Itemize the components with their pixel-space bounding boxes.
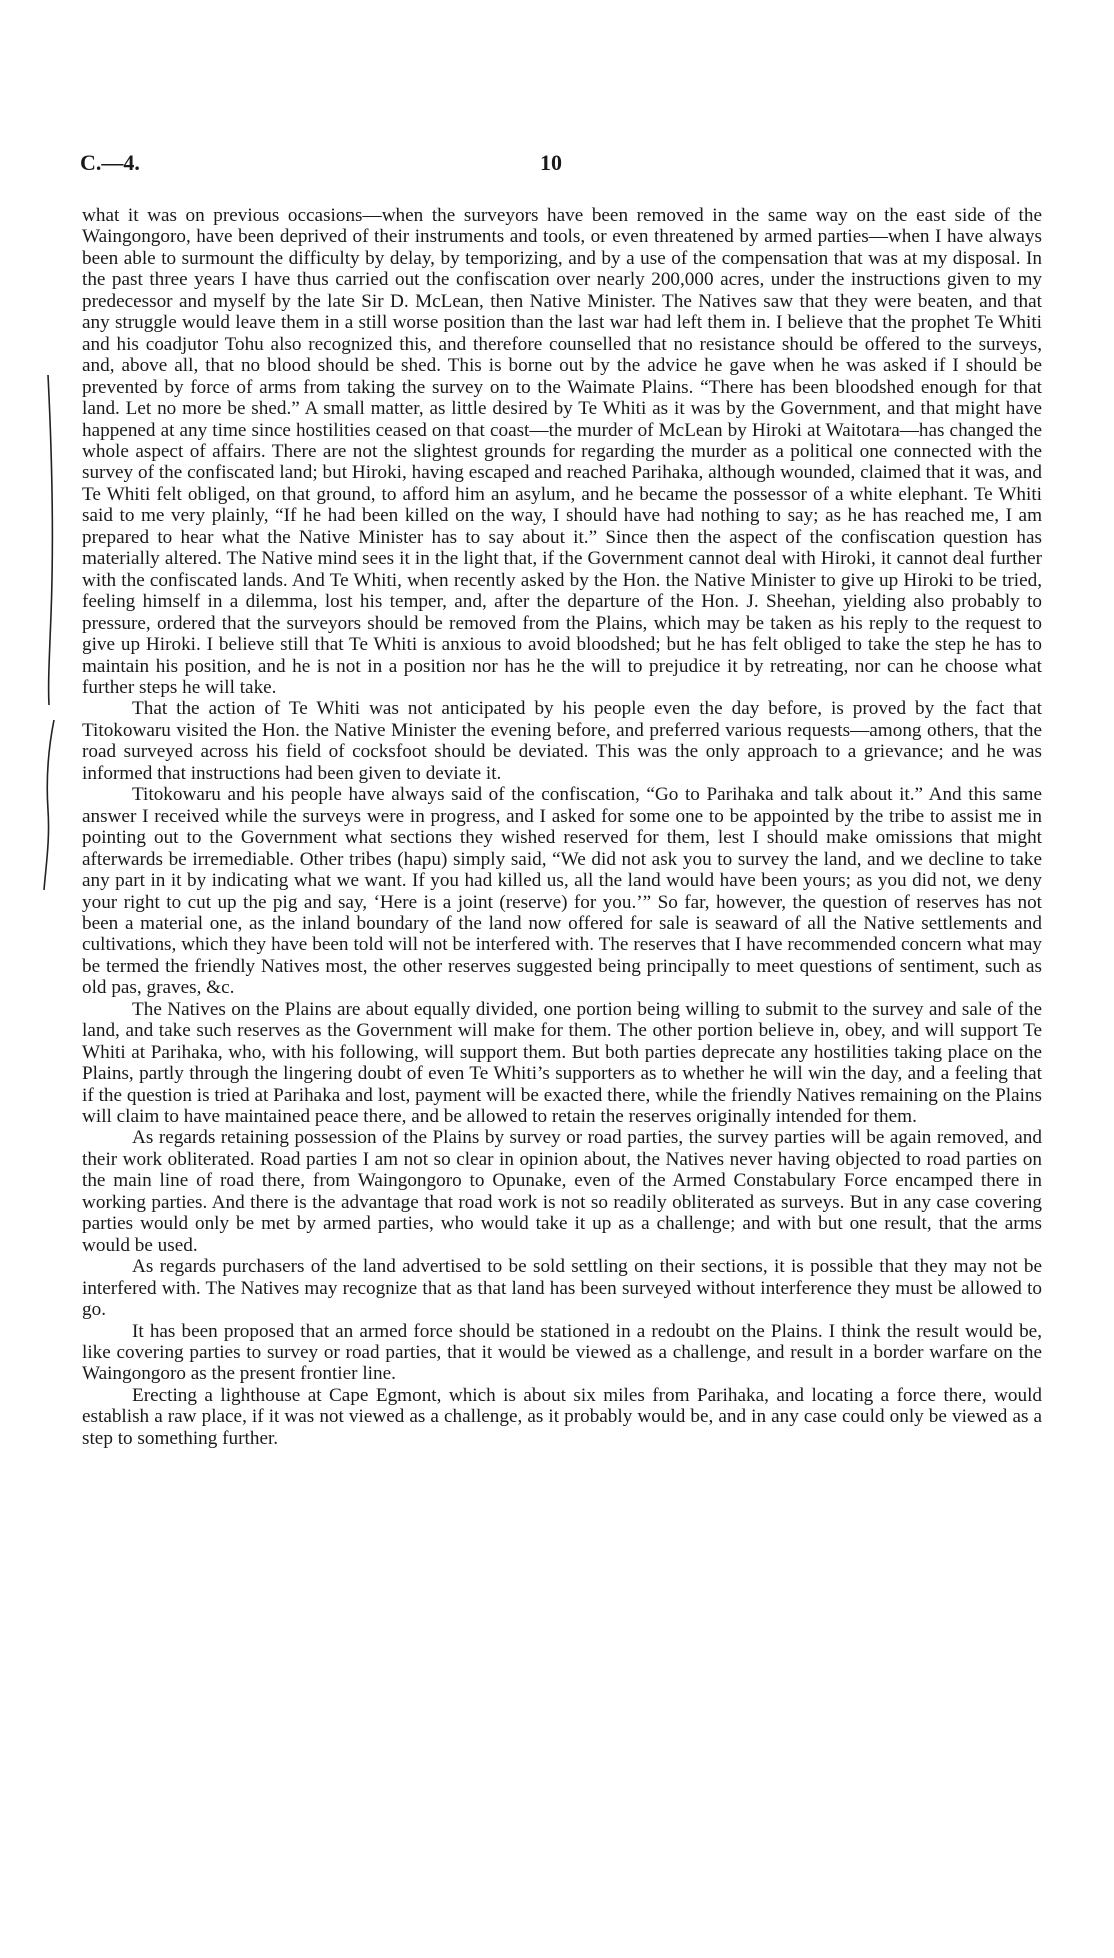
paragraph: Titokowaru and his people have always said of the confiscation, “Go to Parihaka and talk about it.” And this same answer I received while the surveys were in progress, and I asked for some one to be appointed by the tribe to assist me in pointing out to the Government what sections they wished reserved for them, lest I should make omissions that might afterwards be irremediable. Other tribes (hapu) simply said, “We did not ask you to survey the land, and we decline to take any part in it by indicating what we want. If you had killed us, all the land would have been yours; as you did not, we deny your right to cut up the pig and say, ‘Here is a joint (reserve) for you.’” So far, however, the question of reserves has not been a material one, as the inland boundary of the land now offered for sale is seaward of all the Native settlements and cultivations, which they have been told will not be interfered with. The reserves that I have recommended concern what may be termed the friendly Natives most, the other reserves suggested being principally to meet questions of sentiment, such as old pas, graves, &c. <box>82 784 1042 999</box>
document-reference: C.—4. <box>80 150 140 175</box>
body-text <box>82 205 1042 1449</box>
paragraph: As regards purchasers of the land advertised to be sold settling on their sections, it is possible that they may not be interfered with. The Natives may recognize that as that land has been surveyed without interference they must be allowed to go. <box>82 1256 1042 1321</box>
margin-mark-lower <box>40 720 60 890</box>
paragraph: The Natives on the Plains are about equally divided, one portion being willing to submit to the survey and sale of the land, and take such reserves as the Government will make for them. The other portion believe in, obey, and will support Te Whiti at Parihaka, who, with his following, will support them. But both parties deprecate any hostilities taking place on the Plains, partly through the lingering doubt of even Te Whiti’s supporters as to whether he will win the day, and a feeling that if the question is tried at Parihaka and lost, payment will be exacted there, while the friendly Natives remaining on the Plains will claim to have maintained peace there, and be allowed to retain the reserves originally intended for them. <box>82 998 1042 1128</box>
margin-mark-upper <box>40 375 60 705</box>
paragraph: That the action of Te Whiti was not anticipated by his people even the day before, is proved by the fact that Titokowaru visited the Hon. the Native Minister the evening before, and preferred various requests—among others, that the road surveyed across his field of cocksfoot should be deviated. This was the only approach to a grievance; and he was informed that instructions had been given to deviate it. <box>82 698 1042 784</box>
page-header <box>80 150 1040 180</box>
paragraph: It has been proposed that an armed force should be stationed in a redoubt on the Plains. I think the result would be, like covering parties to survey or road parties, that it would be viewed as a challenge, and result in a border warfare on the Waingongoro as the present frontier line. <box>82 1320 1042 1385</box>
paragraph: Erecting a lighthouse at Cape Egmont, which is about six miles from Parihaka, and locating a force there, would establish a raw place, if it was not viewed as a challenge, as it probably would be, and in any case could only be viewed as a step to something further. <box>82 1384 1042 1449</box>
paragraph: As regards retaining possession of the Plains by survey or road parties, the survey parties will be again removed, and their work obliterated. Road parties I am not so clear in opinion about, the Natives never having objected to road parties on the main line of road there, from Waingongoro to Opunake, even of the Armed Constabulary Force encamped there in working parties. And there is the advantage that road work is not so readily obliterated as surveys. But in any case covering parties would only be met by armed parties, who would take it up as a challenge; and with but one result, that the arms would be used. <box>82 1127 1042 1256</box>
page-number: 10 <box>540 150 562 175</box>
paragraph: what it was on previous occasions—when the surveyors have been removed in the same way on the east side of the Waingongoro, have been deprived of their instruments and tools, or even threatened by armed parties—when I have always been able to surmount the difficulty by delay, by temporizing, and by a use of the compensation that was at my disposal. In the past three years I have thus carried out the confiscation over nearly 200,000 acres, under the instructions given to my predecessor and myself by the late Sir D. McLean, then Native Minister. The Natives saw that they were beaten, and that any struggle would leave them in a still worse position than the last war had left them in. I believe that the prophet Te Whiti and his coadjutor Tohu also recognized this, and therefore counselled that no resistance should be offered to the surveys, and, above all, that no blood should be shed. This is borne out by the advice he gave when he was asked if I should be prevented by force of arms from taking the survey on to the Waimate Plains. “There has been bloodshed enough for that land. Let no more be shed.” A small matter, as little desired by Te Whiti as it was by the Government, and that might have happened at any time since hostilities ceased on that coast—the murder of McLean by Hiroki at Waitotara—has changed the whole aspect of affairs. There are not the slightest grounds for regarding the murder as a political one connected with the survey of the confiscated land; but Hiroki, having escaped and reached Parihaka, although wounded, claimed that it was, and Te Whiti felt obliged, on that ground, to afford him an asylum, and he became the possessor of a white elephant. Te Whiti said to me very plainly, “If he had been killed on the way, I should have had nothing to say; as he has reached me, I am prepared to hear what the Native Minister has to say about it.” Since then the aspect of the confiscation question has materially altered. The Native mind sees it in the light that, if the Government cannot deal with Hiroki, it cannot deal further with the confiscated lands. And Te Whiti, when recently asked by the Hon. the Native Minister to give up Hiroki to be tried, feeling himself in a dilemma, lost his temper, and, after the departure of the Hon. J. Sheehan, yielding also probably to pressure, ordered that the surveyors should be removed from the Plains, which may be taken as his reply to the request to give up Hiroki. I believe still that Te Whiti is anxious to avoid bloodshed; but he has felt obliged to take the step he has to maintain his position, and he is not in a position nor has he the will to prejudice it by retreating, nor can he choose what further steps he will take. <box>82 205 1042 698</box>
